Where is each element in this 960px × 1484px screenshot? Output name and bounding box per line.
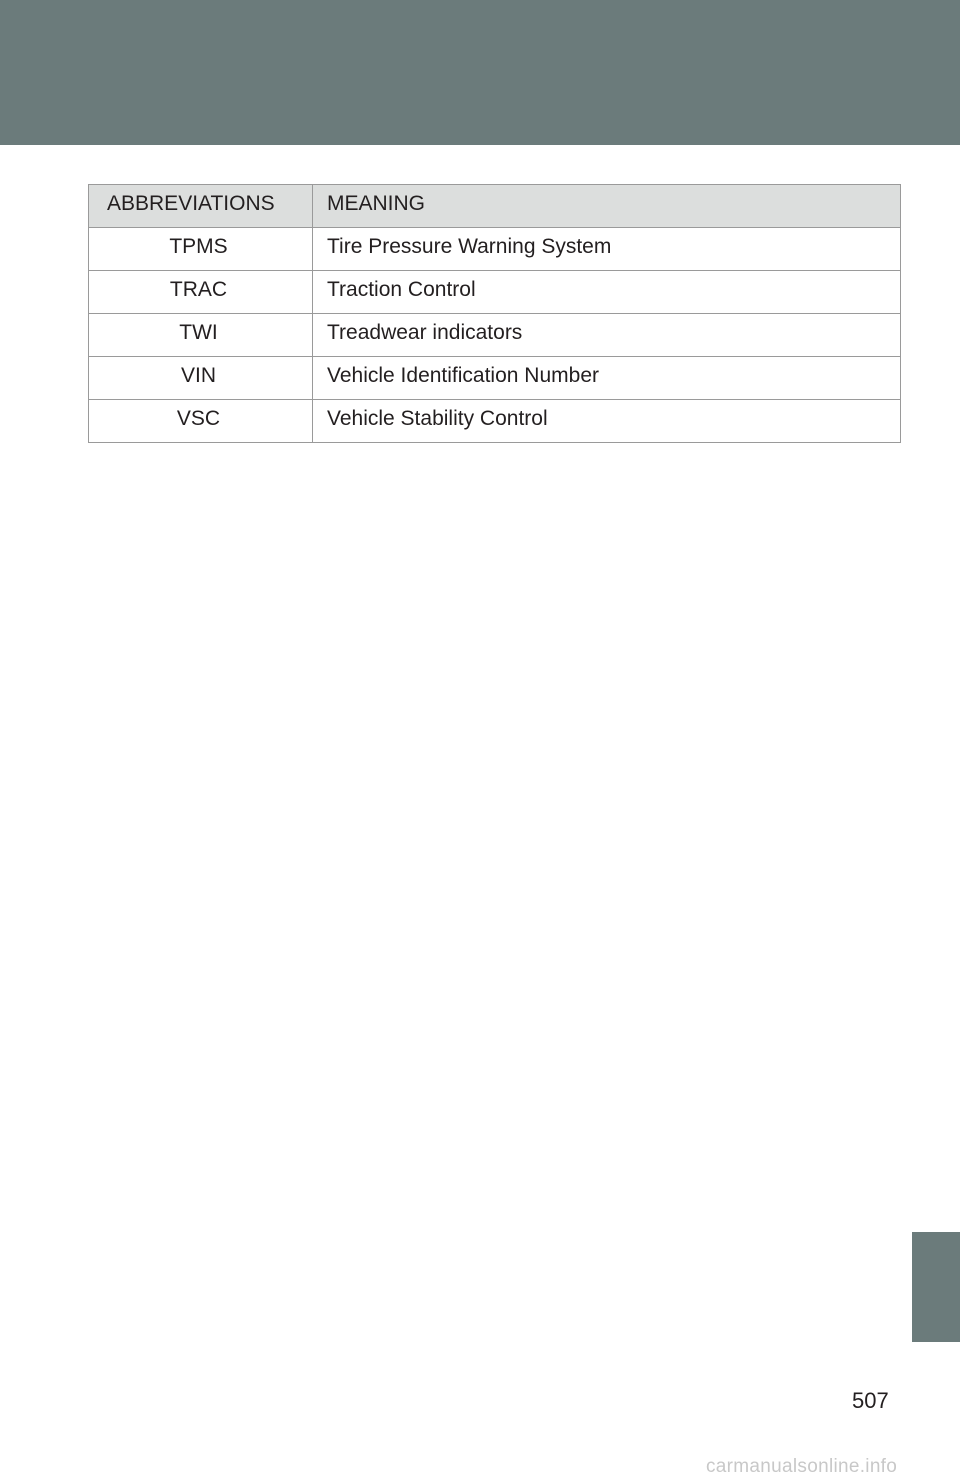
meaning-cell: Tire Pressure Warning System	[313, 228, 901, 271]
meaning-cell: Traction Control	[313, 271, 901, 314]
column-header-meaning: MEANING	[313, 185, 901, 228]
abbreviations-table	[88, 184, 901, 443]
table-header-row	[89, 185, 901, 228]
abbreviation-cell: TRAC	[89, 271, 313, 314]
table-row	[89, 314, 901, 357]
watermark-text: carmanualsonline.info	[706, 1456, 898, 1477]
abbreviation-cell: TWI	[89, 314, 313, 357]
abbreviation-cell: TPMS	[89, 228, 313, 271]
abbreviation-cell: VIN	[89, 357, 313, 400]
table-row	[89, 357, 901, 400]
header-band	[0, 0, 960, 145]
section-tab	[912, 1232, 960, 1342]
meaning-cell: Vehicle Stability Control	[313, 400, 901, 443]
abbreviation-cell: VSC	[89, 400, 313, 443]
page-number: 507	[852, 1388, 889, 1413]
table-row	[89, 400, 901, 443]
table-row	[89, 228, 901, 271]
table-row	[89, 271, 901, 314]
meaning-cell: Treadwear indicators	[313, 314, 901, 357]
meaning-cell: Vehicle Identification Number	[313, 357, 901, 400]
column-header-abbreviations: ABBREVIATIONS	[89, 185, 313, 228]
